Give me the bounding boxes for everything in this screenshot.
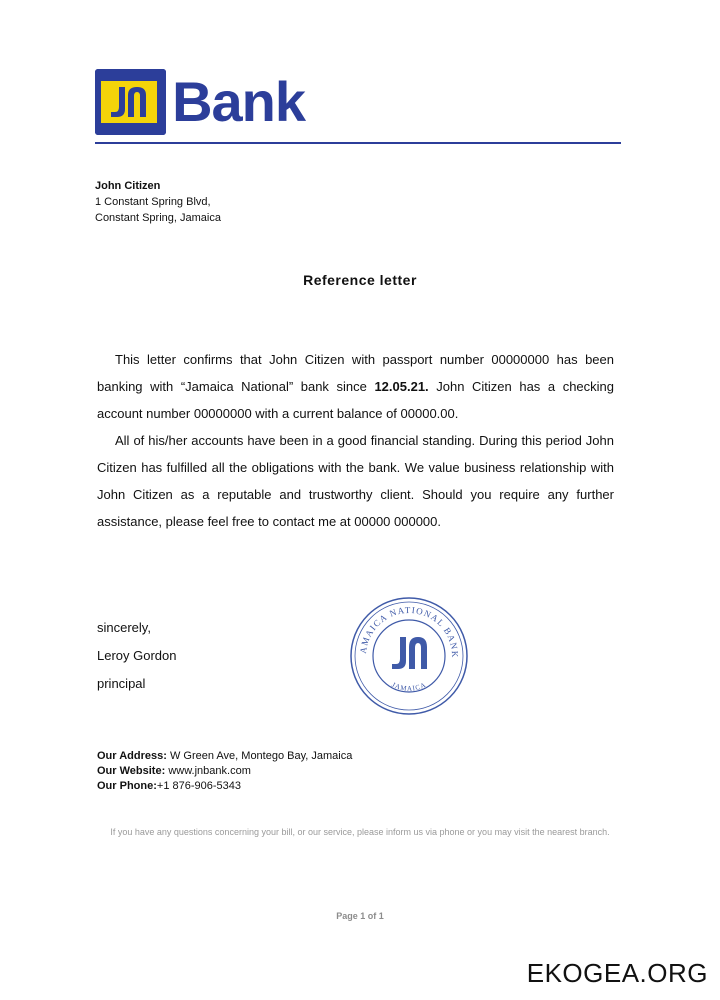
recipient-name: John Citizen <box>95 180 161 192</box>
signer-title: principal <box>97 676 146 691</box>
signer-name: Leroy Gordon <box>97 648 177 663</box>
address-value: W Green Ave, Montego Bay, Jamaica <box>169 750 353 762</box>
svg-text:JAMAICA NATIONAL BANK: AMAICA NATIONAL BANK <box>357 604 461 659</box>
phone-label: Our Phone: <box>97 780 157 792</box>
recipient-address-block <box>95 178 221 226</box>
contact-address-line <box>97 749 352 764</box>
letter-paragraph-1 <box>97 346 614 427</box>
bank-seal-stamp <box>348 595 470 717</box>
header-divider <box>95 142 621 144</box>
bank-wordmark: Bank <box>172 70 305 133</box>
contact-website-line <box>97 764 352 779</box>
since-date: 12.05.21. <box>374 379 429 394</box>
website-value[interactable]: www.jnbank.com <box>168 765 251 777</box>
contact-block <box>97 749 352 794</box>
recipient-street: 1 Constant Spring Blvd, <box>95 196 211 208</box>
paragraph-1-text-b: John Citizen has a checking account number 00000000 with a current balance of 00000.00. <box>97 379 614 421</box>
paragraph-1-text-a: This letter confirms that John Citizen with passport number 00000000 has been banking with “Jamaica National” bank since <box>97 352 614 394</box>
contact-phone-line <box>97 779 352 794</box>
letter-title: Reference letter <box>303 272 417 288</box>
page-number: Page 1 of 1 <box>336 911 384 921</box>
signature-block <box>97 614 177 698</box>
letter-body <box>97 346 614 535</box>
closing: sincerely, <box>97 620 151 635</box>
phone-value: +1 876-906-5343 <box>156 780 241 792</box>
letter-paragraph-2: All of his/her accounts have been in a good financial standing. During this period John Citizen has fulfilled all the obligations with the bank. We value business relationship with John Citizen as a reputable and trustworthy client. Should you require any further assistance, please feel free to contact me at 00000 000000. <box>97 433 614 529</box>
address-label: Our Address: <box>97 750 167 762</box>
bank-logo <box>95 68 305 136</box>
footer-note: If you have any questions concerning your bill, or our service, please inform us via phone or you may visit the nearest branch. <box>110 827 610 837</box>
recipient-city: Constant Spring, Jamaica <box>95 212 221 224</box>
svg-text:JAMAICA: JAMAICA <box>390 680 428 693</box>
site-watermark: EKOGEA.ORG <box>526 958 708 988</box>
website-label: Our Website: <box>97 765 166 777</box>
jn-logo-mark-icon <box>95 69 166 135</box>
